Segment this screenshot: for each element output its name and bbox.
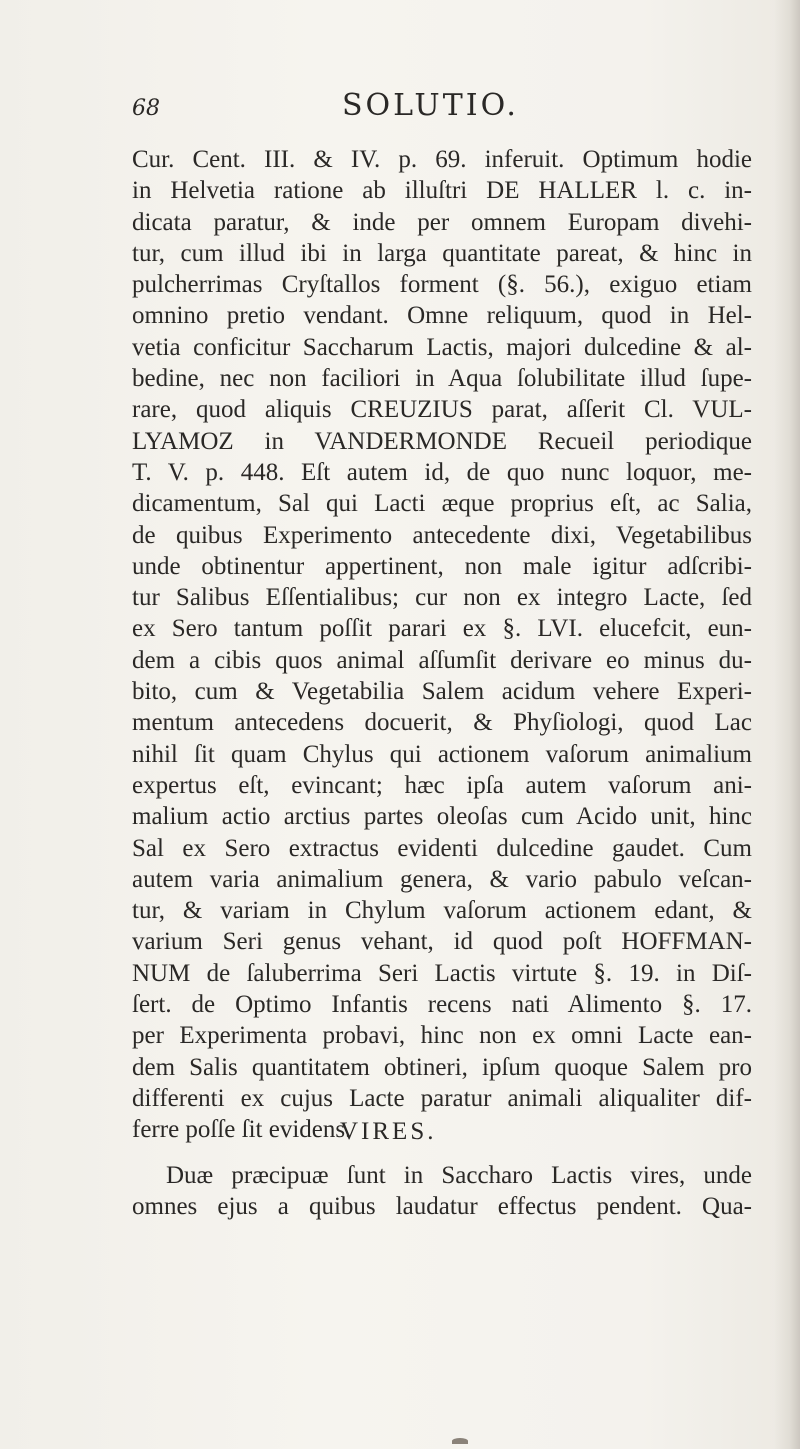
text-line: bito, cum & Vegetabilia Salem acidum vehere Experi- <box>132 678 752 706</box>
text-line: tur, & variam in Chylum vaſorum actionem edant, & <box>132 897 752 925</box>
text-line: bedine, nec non faciliori in Aqua ſolubilitate illud ſupe- <box>132 365 752 393</box>
text-line: in Helvetia ratione ab illuſtri DE HALLER l. c. in- <box>132 177 752 205</box>
text-line: varium Seri genus vehant, id quod poſt HOFFMAN- <box>132 928 752 956</box>
text-line: Sal ex Sero extractus evidenti dulcedine gaudet. Cum <box>132 834 752 862</box>
text-line: dem a cibis quos animal aſſumſit derivare eo minus du- <box>132 646 752 674</box>
text-line: omnino pretio vendant. Omne reliquum, quod in Hel- <box>132 302 752 330</box>
text-line: pulcherrimas Cryſtallos forment (§. 56.), exiguo etiam <box>132 271 752 299</box>
text-line: per Experimenta probavi, hinc non ex omni Lacte ean- <box>132 1022 752 1050</box>
text-line: vetia conficitur Saccharum Lactis, majori dulcedine & al- <box>132 333 752 361</box>
text-line: nihil ſit quam Chylus qui actionem vaſorum animalium <box>132 740 752 768</box>
text-line: differenti ex cujus Lacte paratur animali aliqualiter dif- <box>132 1084 752 1112</box>
text-line: ferre poſſe ſit evidens. <box>132 1116 352 1144</box>
text-line: rare, quod aliquis CREUZIUS parat, aſſerit Cl. VUL- <box>132 396 752 424</box>
text-line: LYAMOZ in VANDERMONDE Recueil periodique <box>132 427 752 455</box>
text-line: expertus eſt, evincant; hæc ipſa autem vaſorum ani- <box>132 771 752 799</box>
text-line: de quibus Experimento antecedente dixi, Vegetabilibus <box>132 521 752 549</box>
page-number: 68 <box>132 96 160 121</box>
text-line: tur Salibus Eſſentialibus; cur non ex integro Lacte, ſed <box>132 584 752 612</box>
text-line: mentum antecedens docuerit, & Phyſiologi, quod Lac <box>132 709 752 737</box>
text-line: autem varia animalium genera, & vario pabulo veſcan- <box>132 865 752 893</box>
text-line: dicata paratur, & inde per omnem Europam divehi- <box>132 208 752 236</box>
section-heading: VIRES. <box>340 1118 437 1145</box>
text-line: tur, cum illud ibi in larga quantitate pareat, & hinc in <box>132 239 752 267</box>
page-edge-shadow <box>774 0 800 1449</box>
paper-blemish <box>452 1438 468 1444</box>
text-line: Duæ præcipuæ ſunt in Saccharo Lactis vires, unde <box>166 1162 752 1189</box>
main-paragraph <box>132 144 752 1146</box>
second-paragraph <box>132 1160 752 1223</box>
running-head: SOLUTIO. <box>342 88 519 123</box>
text-line: T. V. p. 448. Eſt autem id, de quo nunc loquor, me- <box>132 458 752 486</box>
text-line: ex Sero tantum poſſit parari ex §. LVI. elucefcit, eun- <box>132 615 752 643</box>
text-line: Cur. Cent. III. & IV. p. 69. inferuit. Optimum hodie <box>132 146 752 173</box>
text-line: NUM de ſaluberrima Seri Lactis virtute §. 19. in Diſ- <box>132 959 752 987</box>
text-line: dicamentum, Sal qui Lacti æque proprius eſt, ac Salia, <box>132 490 752 518</box>
text-line: ſert. de Optimo Infantis recens nati Alimento §. 17. <box>132 991 752 1019</box>
page-header <box>132 88 752 128</box>
text-line: omnes ejus a quibus laudatur effectus pendent. Qua- <box>132 1193 752 1221</box>
text-line: malium actio arctius partes oleoſas cum Acido unit, hinc <box>132 803 752 831</box>
text-line: unde obtinentur appertinent, non male igitur adſcribi- <box>132 552 752 580</box>
text-line: dem Salis quantitatem obtineri, ipſum quoque Salem pro <box>132 1053 752 1081</box>
